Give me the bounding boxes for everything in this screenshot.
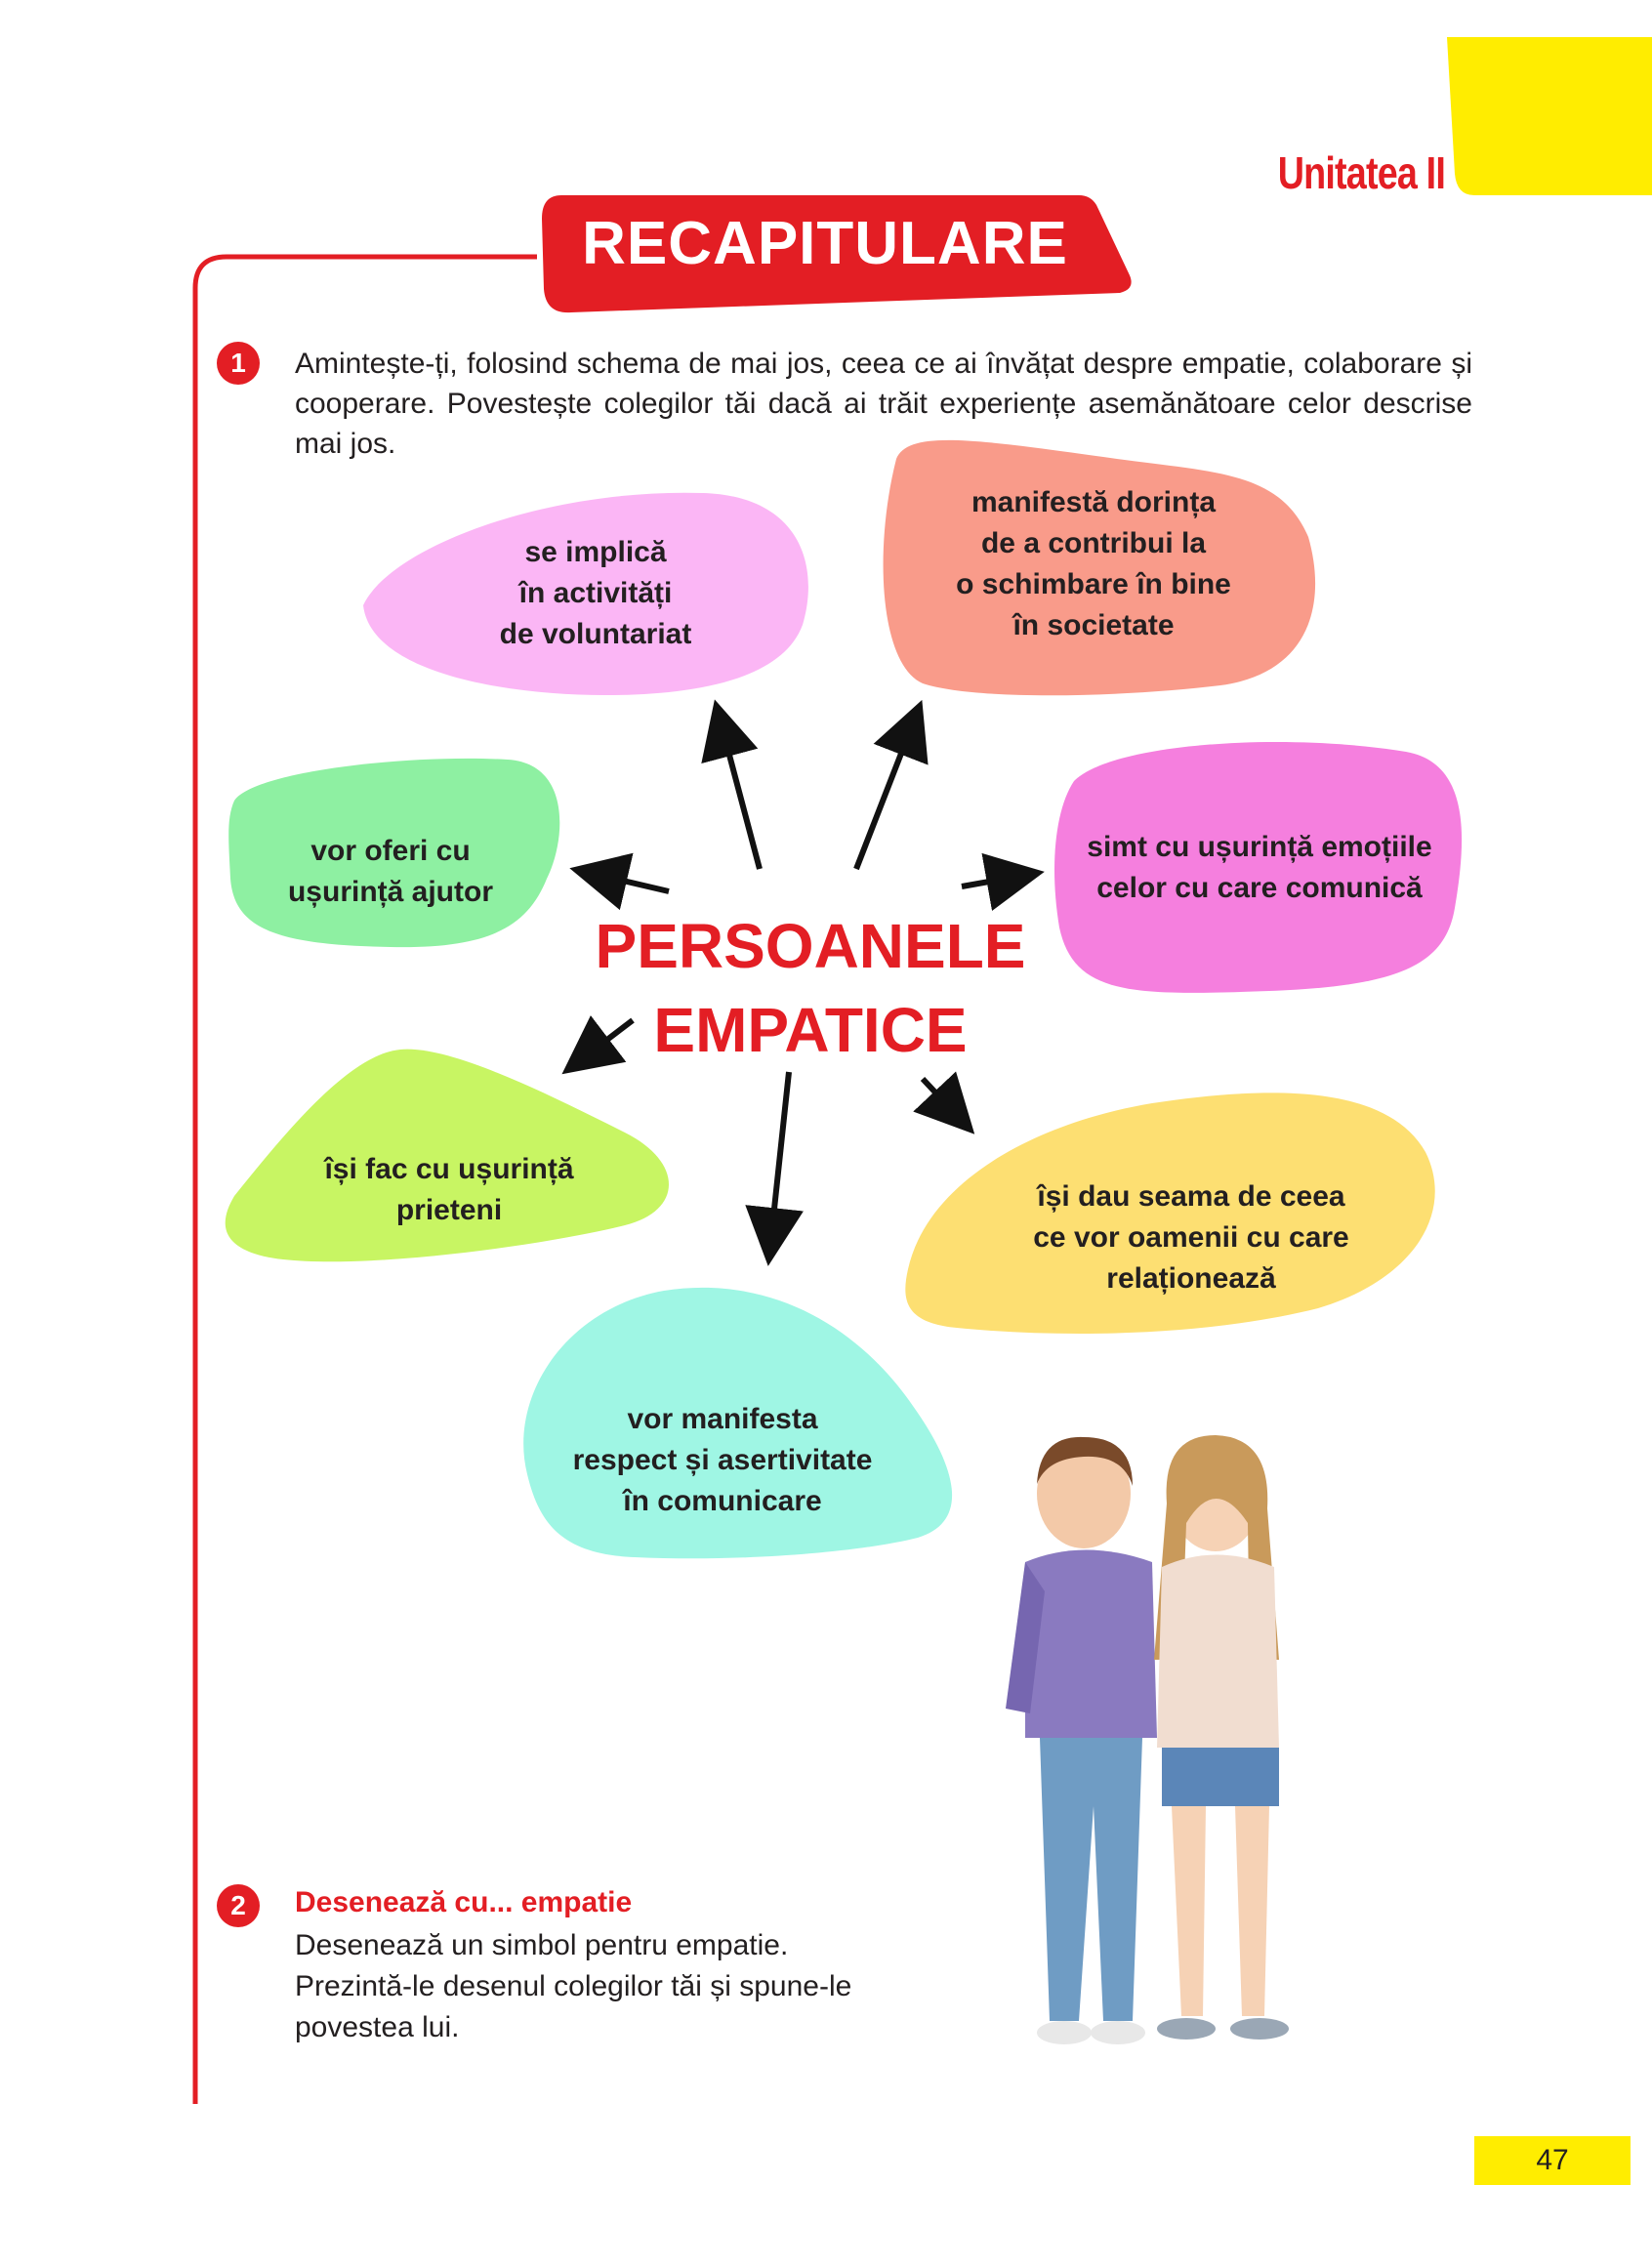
exercise-1-instruction: Amintește-ți, folosind schema de mai jos, ceea ce ai învățat despre empatie, colaborare și cooperare. Povestește colegilor tăi dacă ai trăit experiențe asemănătoare celor descrise mai jos. [295, 348, 1472, 460]
center-line-1: PERSOANELE [595, 911, 1026, 981]
bubble-emotii-text: simt cu ușurință emoțiile celor cu care comunică [1087, 831, 1432, 904]
bubble-prieteni-text: își fac cu ușurință prieteni [324, 1153, 574, 1226]
exercise-2-line: Desenează un simbol pentru empatie. [295, 1929, 789, 1961]
arrow-emotii [962, 874, 1033, 886]
center-line-2: EMPATICE [653, 995, 968, 1065]
unit-label: Unitatea II [1277, 147, 1445, 198]
kids-illustration [986, 1416, 1396, 2099]
bubble-voluntariat-text: se implică în activități de voluntariat [499, 536, 692, 650]
arrow-ajutor [581, 871, 669, 891]
diagram-center-title [547, 904, 1074, 1072]
bubble-ajutor-text: vor oferi cu ușurință ajutor [287, 835, 493, 908]
exercise-2-heading: Desenează cu... empatie [295, 1886, 633, 1918]
exercise-2-badge: 2 [217, 1884, 260, 1927]
arrow-voluntariat [718, 711, 760, 869]
exercise-1-badge: 1 [217, 342, 260, 385]
bubble-respect-text: vor manifesta respect și asertivitate în comunicare [572, 1403, 873, 1517]
page-number: 47 [1474, 2136, 1631, 2185]
exercise-2-line: povestea lui. [295, 2011, 460, 2043]
arrow-relationeaza [923, 1079, 967, 1126]
exercise-2-body [295, 1925, 959, 2048]
bubble-schimbare-text: manifestă dorința de a contribui la o schimbare în bine în societate [956, 486, 1231, 641]
arrow-schimbare [856, 711, 918, 869]
page-title: RECAPITULARE [582, 210, 1068, 277]
bubble-relationeaza-text: își dau seama de ceea ce vor oamenii cu care relaționează [1033, 1180, 1349, 1295]
exercise-2-line: Prezintă-le desenul colegilor tăi și spune-le [295, 1970, 852, 2002]
arrow-respect [769, 1072, 789, 1255]
